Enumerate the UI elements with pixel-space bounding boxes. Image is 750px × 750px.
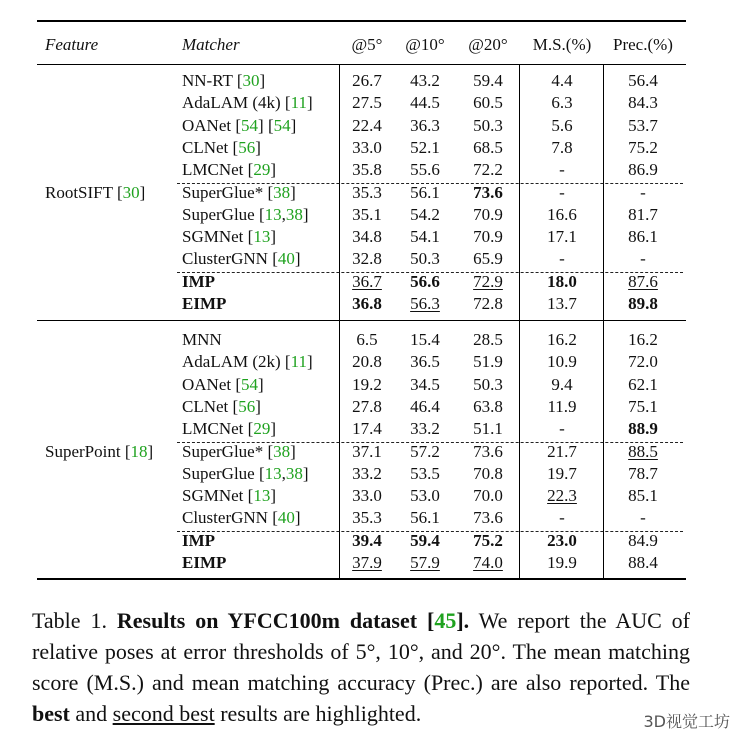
auc10-cell: 54.2: [410, 204, 440, 224]
header-auc20: @20°: [468, 35, 508, 54]
caption-text-3: results are highlighted.: [214, 701, 422, 726]
caption-second-best: second best: [112, 701, 215, 726]
auc5-cell: 17.4: [352, 419, 382, 439]
prec-cell: 85.1: [628, 486, 658, 506]
ms-cell: 22.3: [547, 486, 577, 506]
ms-cell: 6.3: [551, 93, 573, 113]
auc10-cell: 50.3: [410, 249, 440, 269]
matcher-cell: CLNet [56]: [182, 137, 261, 157]
caption-text-1: We report the AUC of relative poses at error thresholds of 5°, 10°, and 20°. The mean matching score (M.S.) and mean matching accuracy (Prec.) are also reported. The: [32, 608, 691, 695]
matcher-name: OANet: [182, 374, 232, 394]
matcher-name: NN-RT: [182, 71, 233, 90]
matcher-cell: SuperGlue [13,38]: [182, 463, 309, 483]
auc10-cell: 43.2: [410, 71, 440, 90]
citation-ref[interactable]: 38: [273, 441, 291, 461]
ms-cell: 17.1: [547, 227, 577, 247]
ms-cell: -: [559, 419, 565, 439]
auc20-cell: 68.5: [473, 137, 503, 157]
table-caption: [32, 605, 690, 729]
auc10-cell: 34.5: [410, 374, 440, 394]
auc20-cell: 70.9: [473, 204, 503, 224]
ms-cell: -: [559, 182, 565, 202]
auc5-cell: 37.1: [352, 441, 382, 461]
caption-title: Results on YFCC100m dataset [45].: [116, 608, 470, 633]
prec-cell: 62.1: [628, 374, 658, 394]
auc5-cell: 27.8: [352, 396, 382, 416]
matcher-name: LMCNet: [182, 419, 244, 439]
auc20-cell: 75.2: [473, 530, 503, 550]
feature-name: SuperPoint: [45, 441, 121, 461]
matcher-cell: OANet [54] [54]: [182, 115, 297, 135]
matcher-cell: NN-RT [30]: [182, 71, 266, 90]
prec-cell: 75.1: [628, 396, 658, 416]
auc10-cell: 36.5: [410, 352, 440, 372]
matcher-name: EIMP: [182, 294, 227, 313]
feature-name: RootSIFT: [45, 182, 113, 202]
auc5-cell: 39.4: [352, 530, 382, 550]
auc10-cell: 56.1: [410, 508, 440, 528]
citation-ref[interactable]: 13: [253, 227, 271, 247]
dashed-separator: [177, 183, 683, 184]
prec-cell: 88.4: [628, 553, 658, 572]
header-prec: Prec.(%): [613, 35, 673, 54]
ms-cell: -: [559, 508, 565, 528]
prec-cell: 88.9: [628, 419, 658, 439]
feature-ref[interactable]: 30: [122, 182, 140, 202]
auc5-cell: 32.8: [352, 249, 382, 269]
matcher-cell: [182, 329, 222, 351]
citation-ref[interactable]: 38: [273, 182, 291, 202]
caption-text-2: and: [69, 701, 113, 726]
header-rule: [37, 64, 686, 65]
auc20-cell: 74.0: [473, 553, 503, 572]
matcher-cell: SuperGlue* [38]: [182, 182, 296, 202]
auc20-cell: 63.8: [473, 396, 503, 416]
auc10-cell: 56.3: [410, 294, 440, 313]
auc20-cell: 70.0: [473, 486, 503, 506]
auc-column-rule: [519, 64, 520, 578]
auc5-cell: 35.3: [352, 182, 382, 202]
auc5-cell: 33.0: [352, 137, 382, 157]
citation-ref[interactable]: 30: [242, 71, 260, 90]
ms-cell: 13.7: [547, 294, 577, 313]
prec-cell: 87.6: [628, 271, 658, 291]
auc5-cell: 37.9: [352, 553, 382, 572]
auc20-cell: 59.4: [473, 71, 503, 90]
feature-column-rule: [339, 64, 340, 578]
auc10-cell: 55.6: [410, 160, 440, 180]
auc5-cell: 36.8: [352, 294, 382, 313]
auc20-cell: 73.6: [473, 182, 503, 202]
header-matcher: Matcher: [182, 35, 240, 54]
prec-cell: 53.7: [628, 115, 658, 135]
dashed-separator: [177, 272, 683, 273]
matcher-name: ClusterGNN: [182, 249, 268, 269]
auc5-cell: 34.8: [352, 227, 382, 247]
matcher-name: SuperGlue: [182, 463, 255, 483]
auc5-cell: 22.4: [352, 115, 382, 135]
citation-ref[interactable]: 56: [238, 396, 256, 416]
citation-ref[interactable]: 29: [253, 419, 271, 439]
citation-ref[interactable]: 13: [264, 463, 282, 483]
prec-cell: 84.3: [628, 93, 658, 113]
citation-ref[interactable]: 11: [290, 93, 307, 113]
ms-cell: 5.6: [551, 115, 573, 135]
auc10-cell: 44.5: [410, 93, 440, 113]
auc20-cell: 72.8: [473, 294, 503, 313]
auc20-cell: 70.9: [473, 227, 503, 247]
citation-ref[interactable]: 38: [285, 204, 303, 224]
citation-ref[interactable]: 40: [277, 508, 295, 528]
auc10-cell: 15.4: [410, 330, 440, 349]
ms-cell: 11.9: [547, 396, 577, 416]
prec-cell: 84.9: [628, 530, 658, 550]
citation-ref[interactable]: 40: [277, 249, 295, 269]
auc10-cell: 59.4: [410, 530, 440, 550]
auc10-cell: 53.5: [410, 463, 440, 483]
matcher-name: SGMNet: [182, 486, 244, 506]
auc20-cell: 72.9: [473, 271, 503, 291]
results-table: [37, 0, 686, 600]
matcher-cell: AdaLAM (2k) [11]: [182, 352, 313, 372]
header-auc10: @10°: [405, 35, 445, 54]
auc10-cell: 56.6: [410, 271, 440, 291]
matcher-cell: ClusterGNN [40]: [182, 249, 301, 269]
matcher-name: ClusterGNN: [182, 508, 268, 528]
auc5-cell: 19.2: [352, 374, 382, 394]
auc20-cell: 73.6: [473, 508, 503, 528]
citation-ref[interactable]: 54: [273, 115, 291, 135]
auc10-cell: 46.4: [410, 396, 440, 416]
auc5-cell: 35.1: [352, 204, 382, 224]
ms-cell: 4.4: [551, 71, 573, 90]
auc20-cell: 60.5: [473, 93, 503, 113]
prec-cell: 86.1: [628, 227, 658, 247]
auc10-cell: 57.2: [410, 441, 440, 461]
matcher-cell: SGMNet [13]: [182, 486, 276, 506]
bottom-rule: [37, 578, 686, 580]
auc20-cell: 51.1: [473, 419, 503, 439]
ms-cell: 16.2: [547, 330, 577, 349]
matcher-cell: LMCNet [29]: [182, 160, 276, 180]
auc5-cell: 35.3: [352, 508, 382, 528]
caption-label: Table 1.: [32, 608, 107, 633]
feature-ref[interactable]: 18: [130, 441, 148, 461]
citation-ref[interactable]: 56: [238, 137, 256, 157]
auc20-cell: 70.8: [473, 463, 503, 483]
matcher-name: AdaLAM (4k): [182, 93, 281, 113]
auc20-cell: 65.9: [473, 249, 503, 269]
ms-cell: -: [559, 160, 565, 180]
matcher-name: IMP: [182, 530, 216, 550]
matcher-name: SuperGlue*: [182, 182, 264, 202]
matcher-name: LMCNet: [182, 160, 244, 180]
ms-cell: 21.7: [547, 441, 577, 461]
matcher-cell: CLNet [56]: [182, 396, 261, 416]
auc5-cell: 35.8: [352, 160, 382, 180]
ms-cell: 10.9: [547, 352, 577, 372]
ms-cell: 7.8: [551, 137, 573, 157]
auc10-cell: 53.0: [410, 486, 440, 506]
auc5-cell: 33.2: [352, 463, 382, 483]
matcher-cell: AdaLAM (4k) [11]: [182, 93, 313, 113]
header-auc5: @5°: [351, 35, 383, 54]
auc20-cell: 50.3: [473, 374, 503, 394]
prec-cell: 56.4: [628, 71, 658, 90]
prec-cell: 88.5: [628, 441, 658, 461]
matcher-name: EIMP: [182, 553, 227, 572]
auc5-cell: 6.5: [356, 330, 378, 349]
auc20-cell: 73.6: [473, 441, 503, 461]
citation-ref[interactable]: 38: [285, 463, 303, 483]
matcher-cell: [182, 530, 215, 552]
ms-cell: 9.4: [551, 374, 573, 394]
citation-ref[interactable]: 11: [290, 352, 307, 372]
feature-label: RootSIFT [30]: [45, 182, 146, 202]
prec-cell: 75.2: [628, 137, 658, 157]
auc20-cell: 51.9: [473, 352, 503, 372]
matcher-cell: SuperGlue* [38]: [182, 441, 296, 461]
matcher-cell: ClusterGNN [40]: [182, 508, 301, 528]
group-divider-rule: [37, 320, 686, 321]
ms-cell: 16.6: [547, 204, 577, 224]
matcher-name: IMP: [182, 271, 216, 291]
matcher-cell: [182, 552, 226, 574]
auc10-cell: 54.1: [410, 227, 440, 247]
matcher-name: MNN: [182, 330, 222, 349]
prec-cell: 86.9: [628, 160, 658, 180]
prec-cell: -: [640, 182, 646, 202]
dashed-separator: [177, 531, 683, 532]
matcher-cell: [182, 293, 226, 315]
auc5-cell: 20.8: [352, 352, 382, 372]
auc5-cell: 33.0: [352, 486, 382, 506]
matcher-name: CLNet: [182, 396, 229, 416]
auc10-cell: 33.2: [410, 419, 440, 439]
auc10-cell: 36.3: [410, 115, 440, 135]
matcher-cell: [182, 271, 215, 293]
feature-label: SuperPoint [18]: [45, 441, 154, 461]
matcher-name: CLNet: [182, 137, 229, 157]
auc20-cell: 72.2: [473, 160, 503, 180]
prec-cell: 72.0: [628, 352, 658, 372]
prec-cell: -: [640, 508, 646, 528]
matcher-name: SGMNet: [182, 227, 244, 247]
matcher-name: OANet: [182, 115, 232, 135]
auc5-cell: 36.7: [352, 271, 382, 291]
ms-cell: 23.0: [547, 530, 577, 550]
prec-cell: 89.8: [628, 294, 658, 313]
top-rule: [37, 20, 686, 22]
citation-ref[interactable]: 54: [241, 115, 259, 135]
matcher-name: AdaLAM (2k): [182, 352, 281, 372]
citation-ref[interactable]: 29: [253, 160, 271, 180]
matcher-name: SuperGlue*: [182, 441, 264, 461]
auc10-cell: 56.1: [410, 182, 440, 202]
ms-cell: 18.0: [547, 271, 577, 291]
matcher-cell: SGMNet [13]: [182, 227, 276, 247]
ms-cell: 19.7: [547, 463, 577, 483]
auc5-cell: 27.5: [352, 93, 382, 113]
citation-ref[interactable]: 54: [241, 374, 259, 394]
auc20-cell: 28.5: [473, 330, 503, 349]
auc10-cell: 57.9: [410, 553, 440, 572]
watermark: 3D视觉工坊: [641, 709, 732, 732]
matcher-cell: OANet [54]: [182, 374, 264, 394]
prec-cell: 16.2: [628, 330, 658, 349]
auc5-cell: 26.7: [352, 71, 382, 90]
citation-ref[interactable]: 13: [253, 486, 271, 506]
auc10-cell: 52.1: [410, 137, 440, 157]
header-ms: M.S.(%): [532, 35, 592, 54]
matcher-cell: SuperGlue [13,38]: [182, 204, 309, 224]
dashed-separator: [177, 442, 683, 443]
caption-title-ref[interactable]: 45: [434, 608, 457, 633]
auc20-cell: 50.3: [473, 115, 503, 135]
prec-cell: 81.7: [628, 204, 658, 224]
prec-cell: -: [640, 249, 646, 269]
matcher-cell: LMCNet [29]: [182, 419, 276, 439]
header-feature: Feature: [45, 35, 99, 54]
ms-cell: -: [559, 249, 565, 269]
prec-cell: 78.7: [628, 463, 658, 483]
ms-cell: 19.9: [547, 553, 577, 572]
matcher-name: SuperGlue: [182, 204, 255, 224]
caption-best: best: [32, 701, 70, 726]
citation-ref[interactable]: 13: [264, 204, 282, 224]
